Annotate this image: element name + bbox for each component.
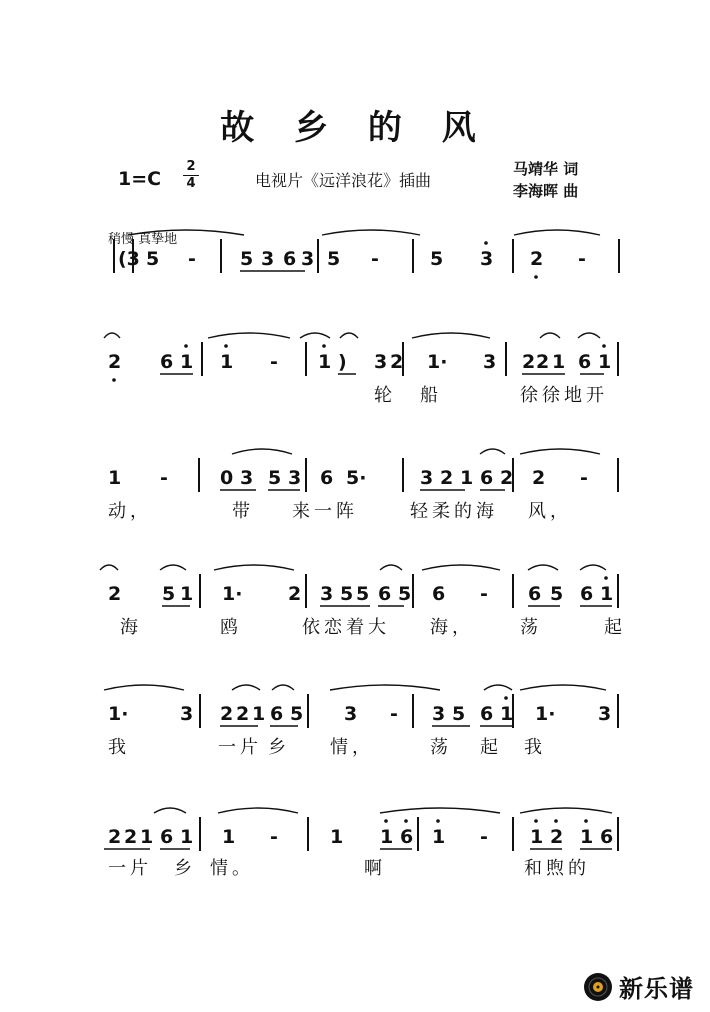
slur-arc — [380, 808, 500, 813]
score-note: 5 — [146, 248, 160, 270]
slur-arc — [578, 333, 600, 338]
score-note: 6 — [432, 583, 446, 605]
lyric-text: 我 — [524, 737, 546, 758]
score-note: 5 — [162, 583, 176, 605]
score-note: 1 — [108, 467, 122, 489]
song-subtitle: 电视片《远洋浪花》插曲 — [255, 171, 432, 190]
score-note: 1 — [552, 351, 566, 373]
lyric-text: 来一阵 — [292, 501, 358, 522]
slur-arc — [128, 230, 244, 235]
lyric-text: 起 — [480, 737, 502, 758]
score-note: 1 — [252, 703, 266, 725]
lyric-text: 动， — [108, 501, 152, 522]
octave-dot-above — [602, 344, 606, 348]
lyric-text: 和煦的 — [524, 858, 590, 879]
score-note: - — [578, 248, 586, 270]
lyric-text: 乡 — [174, 858, 196, 879]
score-note: 3 — [598, 703, 612, 725]
tempo-marking: 稍慢 真挚地 — [108, 232, 178, 247]
score-note: 5 — [430, 248, 444, 270]
slur-arc — [412, 333, 490, 338]
score-note: 6 — [480, 703, 494, 725]
slur-arc — [330, 685, 440, 690]
octave-dot-below — [534, 275, 538, 279]
score-note: 2 — [108, 351, 122, 373]
slur-arc — [232, 685, 260, 690]
score-note: 6 — [580, 583, 594, 605]
score-note: - — [270, 351, 278, 373]
slur-arc — [520, 449, 600, 454]
lyric-text: 荡 — [430, 737, 452, 758]
slur-arc — [580, 565, 606, 570]
score-note: 1 — [432, 826, 446, 848]
octave-dot-above — [554, 819, 558, 823]
score-note: 2 — [550, 826, 564, 848]
score-note: 2 — [124, 826, 138, 848]
lyric-text: 海 — [120, 617, 142, 638]
octave-dot-above — [534, 819, 538, 823]
score-note: 1· — [222, 583, 243, 605]
slur-arc — [232, 449, 292, 454]
score-note: - — [188, 248, 196, 270]
score-note: 1 — [530, 826, 544, 848]
score-note: 2 — [500, 467, 514, 489]
score-note: 6 — [400, 826, 414, 848]
score-note: 3 — [432, 703, 446, 725]
score-note: 6 — [378, 583, 392, 605]
octave-dot-above — [504, 696, 508, 700]
lyric-text: 乡 — [268, 737, 290, 758]
slur-arc — [322, 230, 420, 235]
lyric-text: 船 — [420, 385, 442, 406]
slur-arc — [154, 808, 186, 813]
score-note: 2 — [532, 467, 546, 489]
time-signature-numerator: 2 — [186, 159, 196, 174]
score-note: 1 — [500, 703, 514, 725]
slur-arc — [100, 565, 118, 570]
lyric-text: 情。 — [210, 858, 254, 879]
score-note: 1 — [180, 583, 194, 605]
lyric-text: 风， — [528, 501, 572, 522]
score-note: 3 — [480, 248, 494, 270]
score-note: 2 — [530, 248, 544, 270]
score-note: 6 — [528, 583, 542, 605]
score-note: 6 — [480, 467, 494, 489]
score-note: 0 — [220, 467, 234, 489]
score-note: 1· — [535, 703, 556, 725]
score-note: 6 — [578, 351, 592, 373]
lyric-text: 徐徐地开 — [520, 385, 608, 406]
octave-dot-above — [384, 819, 388, 823]
octave-dot-above — [184, 344, 188, 348]
slur-arc — [104, 333, 120, 338]
lyric-text: 轮 — [374, 385, 396, 406]
slur-arc — [422, 565, 500, 570]
score-note: - — [480, 583, 488, 605]
score-note: 1 — [380, 826, 394, 848]
score-note: 1 — [580, 826, 594, 848]
score-note: 1 — [330, 826, 344, 848]
score-note: 3 — [288, 467, 302, 489]
slur-arc — [528, 565, 558, 570]
slur-arc — [340, 333, 358, 338]
key-signature: 1=C — [118, 168, 162, 190]
lyric-text: 我 — [108, 737, 130, 758]
score-note: 5 — [340, 583, 354, 605]
slur-arc — [480, 449, 505, 454]
octave-dot-above — [322, 344, 326, 348]
slur-arc — [514, 230, 600, 235]
score-note: 2 — [522, 351, 536, 373]
site-logo-text: 新乐谱 — [619, 975, 694, 1003]
octave-dot-above — [484, 241, 488, 245]
score-note: 1 — [220, 351, 234, 373]
lyric-text: 依恋着大 — [302, 617, 390, 638]
lyricist-credit: 马靖华 词 — [513, 160, 579, 178]
score-note: 2 — [440, 467, 454, 489]
slur-arc — [208, 333, 290, 338]
lyric-text: 海， — [430, 617, 474, 638]
score-note: 1 — [460, 467, 474, 489]
octave-dot-below — [112, 378, 116, 382]
slur-arc — [520, 685, 606, 690]
lyric-text: 一片 — [108, 858, 152, 879]
score-note: 2 — [390, 351, 404, 373]
lyric-text: 啊 — [364, 858, 386, 879]
vinyl-record-icon — [583, 972, 613, 1002]
slur-arc — [272, 685, 294, 690]
score-note: 3 — [344, 703, 358, 725]
slur-arc — [520, 808, 612, 813]
score-note: 3 — [483, 351, 497, 373]
score-note: 6 — [320, 467, 334, 489]
score-note: 2 — [536, 351, 550, 373]
slur-arc — [484, 685, 512, 690]
score-note: 1· — [427, 351, 448, 373]
score-note: 6 — [600, 826, 614, 848]
score-note: 3 — [180, 703, 194, 725]
slur-arc — [218, 808, 298, 813]
score-note: 3 — [261, 248, 275, 270]
score-note: 3 — [374, 351, 388, 373]
score-note: 5· — [346, 467, 367, 489]
score-note: 3 — [420, 467, 434, 489]
score-note: 3 — [320, 583, 334, 605]
octave-dot-above — [224, 344, 228, 348]
score-note: 6 — [160, 351, 174, 373]
octave-dot-above — [604, 576, 608, 580]
score-note: 5 — [452, 703, 466, 725]
score-note: 3 — [301, 248, 315, 270]
score-note: 1 — [598, 351, 612, 373]
lyric-text: 一片 — [218, 737, 262, 758]
score-note: 5 — [290, 703, 304, 725]
score-note: 2 — [220, 703, 234, 725]
score-note: 1 — [180, 351, 194, 373]
slur-arc — [160, 565, 186, 570]
score-note: - — [160, 467, 168, 489]
time-signature-denominator: 4 — [186, 176, 196, 191]
song-title: 故 乡 的 风 — [220, 108, 490, 148]
score-note: - — [270, 826, 278, 848]
score-note: ) — [338, 351, 347, 373]
score-note: 6 — [283, 248, 297, 270]
score-note: - — [371, 248, 379, 270]
lyric-text: 轻柔的海 — [410, 501, 498, 522]
score-note: 6 — [270, 703, 284, 725]
score-note: 2 — [288, 583, 302, 605]
score-note: 1 — [600, 583, 614, 605]
score-note: 1· — [108, 703, 129, 725]
score-note: 1 — [140, 826, 154, 848]
score-note: 1 — [180, 826, 194, 848]
score-note: - — [480, 826, 488, 848]
score-note: 5 — [327, 248, 341, 270]
octave-dot-above — [584, 819, 588, 823]
score-note: 5 — [240, 248, 254, 270]
score-note: - — [390, 703, 398, 725]
lyric-text: 情， — [330, 737, 374, 758]
slur-arc — [104, 685, 184, 690]
score-note: 1 — [318, 351, 332, 373]
slur-arc — [380, 565, 402, 570]
score-note: 2 — [108, 826, 122, 848]
score-note: (3 — [118, 248, 140, 270]
slur-arc — [214, 565, 294, 570]
octave-dot-above — [436, 819, 440, 823]
score-note: 2 — [236, 703, 250, 725]
score-note: 5 — [398, 583, 412, 605]
score-note: 1 — [222, 826, 236, 848]
lyric-text: 荡 — [520, 617, 542, 638]
score-note: 6 — [160, 826, 174, 848]
composer-credit: 李海晖 曲 — [513, 182, 579, 200]
slur-arc — [540, 333, 560, 338]
score-note: 5 — [550, 583, 564, 605]
lyric-text: 起 — [604, 617, 626, 638]
octave-dot-above — [404, 819, 408, 823]
slur-arc — [300, 333, 330, 338]
score-note: 3 — [240, 467, 254, 489]
score-note: - — [580, 467, 588, 489]
lyric-text: 鸥 — [220, 617, 242, 638]
lyric-text: 带 — [232, 501, 254, 522]
score-note: 5 — [268, 467, 282, 489]
score-note: 2 — [108, 583, 122, 605]
score-note: 5 — [356, 583, 370, 605]
